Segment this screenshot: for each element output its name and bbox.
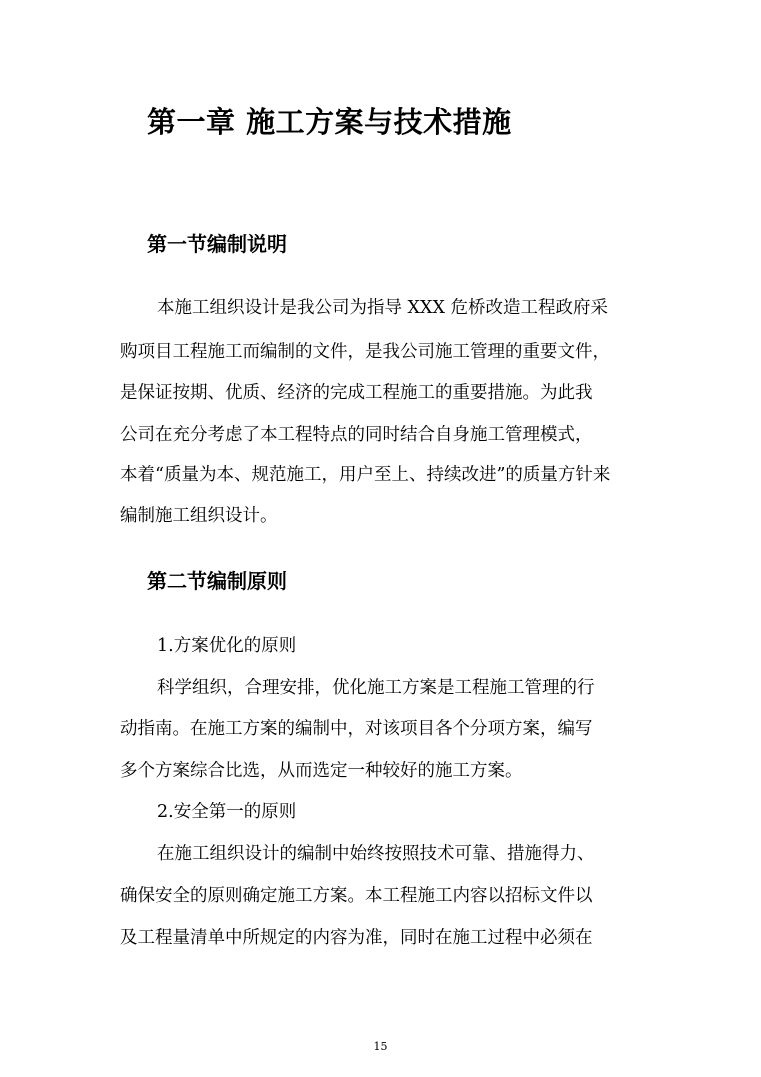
paragraph-line: 本施工组织设计是我公司为指导 XXX 危桥改造工程政府采 bbox=[157, 298, 608, 318]
section-title-compilation-principles: 第二节编制原则 bbox=[147, 569, 287, 593]
paragraph-line: 及工程量清单中所规定的内容为准，同时在施工过程中必须在 bbox=[120, 928, 593, 948]
list-item-heading: 2.安全第一的原则 bbox=[157, 802, 297, 822]
paragraph-line: 在施工组织设计的编制中始终按照技术可靠、措施得力、 bbox=[157, 844, 595, 864]
paragraph-line: 购项目工程施工而编制的文件，是我公司施工管理的重要文件， bbox=[120, 342, 610, 362]
paragraph-line: 科学组织，合理安排，优化施工方案是工程施工管理的行 bbox=[157, 678, 595, 698]
paragraph-line: 是保证按期、优质、经济的完成工程施工的重要措施。为此我 bbox=[120, 383, 593, 403]
paragraph-line: 确保安全的原则确定施工方案。本工程施工内容以招标文件以 bbox=[120, 886, 593, 906]
list-item-heading: 1.方案优化的原则 bbox=[157, 636, 297, 656]
paragraph-line: 本着“质量为本、规范施工，用户至上、持续改进”的质量方针来 bbox=[120, 465, 611, 485]
section-title-compilation-notes: 第一节编制说明 bbox=[147, 232, 287, 256]
paragraph-line: 动指南。在施工方案的编制中，对该项目各个分项方案，编写 bbox=[120, 719, 593, 739]
chapter-title: 第一章 施工方案与技术措施 bbox=[147, 105, 512, 139]
paragraph-line: 编制施工组织设计。 bbox=[120, 506, 278, 526]
paragraph-line: 公司在充分考虑了本工程特点的同时结合自身施工管理模式， bbox=[120, 425, 593, 445]
page-number: 15 bbox=[373, 1040, 388, 1053]
paragraph-line: 多个方案综合比选，从而选定一种较好的施工方案。 bbox=[120, 761, 523, 781]
